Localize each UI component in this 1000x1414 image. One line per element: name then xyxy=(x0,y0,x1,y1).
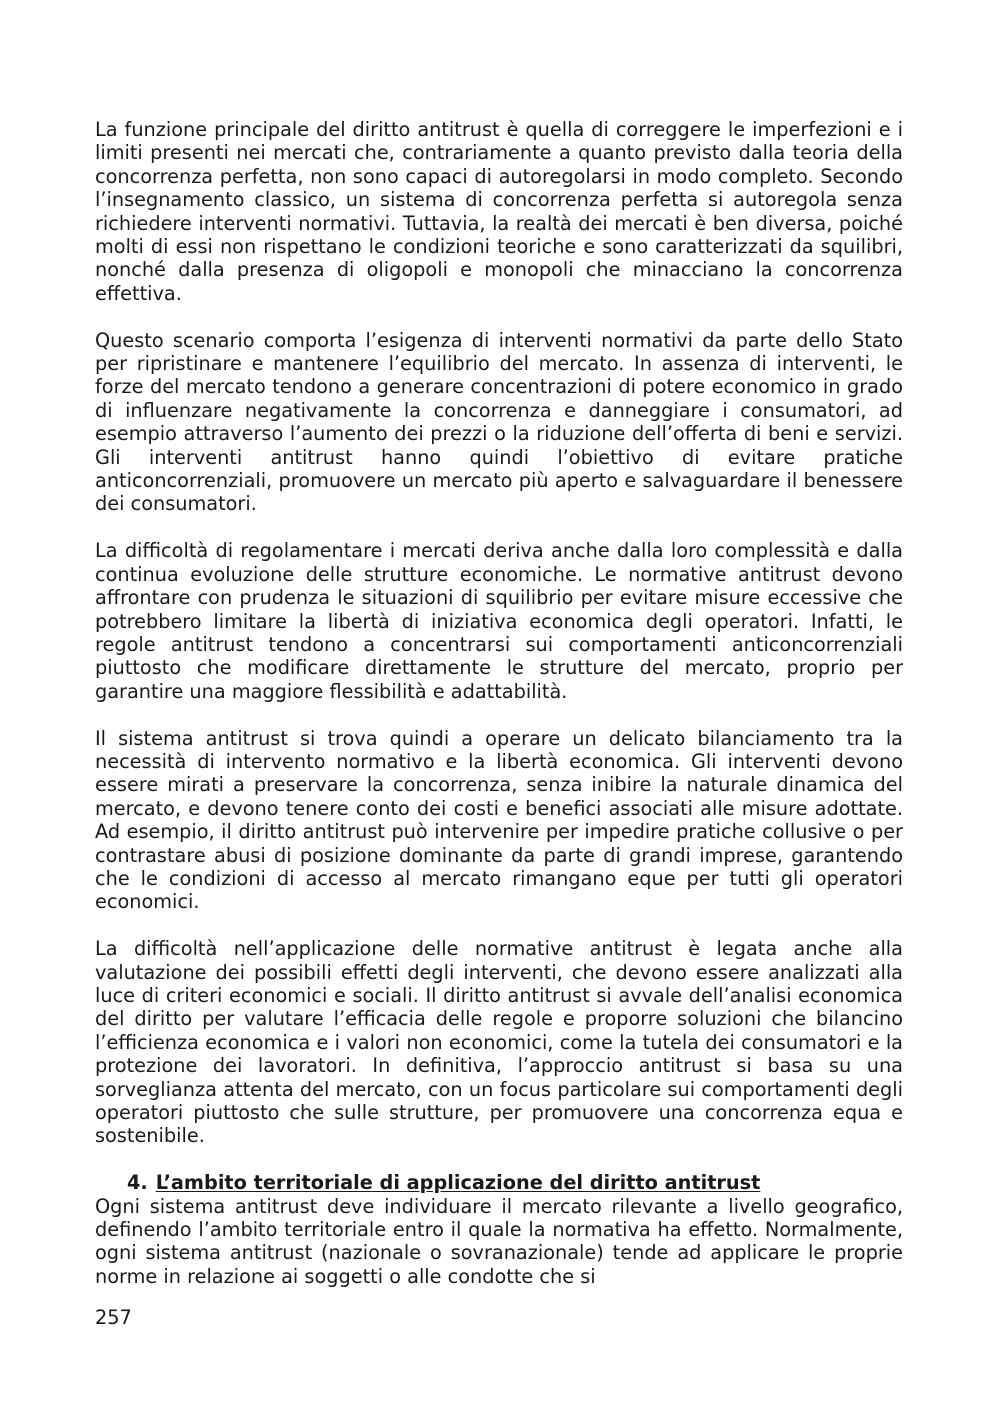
paragraph-1: La funzione principale del diritto antitrust è quella di correggere le imperfezioni e i limiti presenti nei mercati che, contrariamente a quanto previsto dalla teoria della concorrenza perfetta, non sono capaci di autoregolarsi in modo completo. Secondo l’insegnamento classico, un sistema di concorrenza perfetta si autoregola senza richiedere interventi normativi. Tuttavia, la realtà dei mercati è ben diversa, poiché molti di essi non rispettano le condizioni teoriche e sono caratterizzati da squilibri, nonché dalla presenza di oligopoli e monopoli che minacciano la concorrenza effettiva. xyxy=(95,118,903,305)
paragraph-2: Questo scenario comporta l’esigenza di interventi normativi da parte dello Stato per ripristinare e mantenere l’equilibrio del mercato. In assenza di interventi, le forze del mercato tendono a generare concentrazioni di potere economico in grado di influenzare negativamente la concorrenza e danneggiare i consumatori, ad esempio attraverso l’aumento dei prezzi o la riduzione dell’offerta di beni e servizi. Gli interventi antitrust hanno quindi l’obiettivo di evitare pratiche anticoncorrenziali, promuovere un mercato più aperto e salvaguardare il benessere dei consumatori. xyxy=(95,328,903,516)
paragraph-5: La difficoltà nell’applicazione delle normative antitrust è legata anche alla valutazione dei possibili effetti degli interventi, che devono essere analizzati alla luce di criteri economici e sociali. Il diritto antitrust si avvale dell’analisi economica del diritto per valutare l’efficacia delle regole e proporre soluzioni che bilancino l’efficienza economica e i valori non economici, come la tutela dei consumatori e la protezione dei lavoratori. In definitiva, l’approccio antitrust si basa su una sorveglianza attenta del mercato, con un focus particolare sui comportamenti degli operatori piuttosto che sulle strutture, per promuovere una concorrenza equa e sostenibile. xyxy=(95,937,903,1148)
section-heading xyxy=(95,1171,903,1194)
paragraph-3: La difficoltà di regolamentare i mercati deriva anche dalla loro complessità e dalla continua evoluzione delle strutture economiche. Le normative antitrust devono affrontare con prudenza le situazioni di squilibrio per evitare misure eccessive che potrebbero limitare la libertà di iniziativa economica degli operatori. Infatti, le regole antitrust tendono a concentrarsi sui comportamenti anticoncorrenziali piuttosto che modificare direttamente le strutture del mercato, proprio per garantire una maggiore flessibilità e adattabilità. xyxy=(95,539,903,703)
section-number: 4. xyxy=(127,1171,148,1195)
paragraph-4: Il sistema antitrust si trova quindi a operare un delicato bilanciamento tra la necessità di intervento normativo e la libertà economica. Gli interventi devono essere mirati a preservare la concorrenza, senza inibire la naturale dinamica del mercato, e devono tenere conto dei costi e benefici associati alle misure adottate. Ad esempio, il diritto antitrust può intervenire per impedire pratiche collusive o per contrastare abusi di posizione dominante da parte di grandi imprese, garantendo che le condizioni di accesso al mercato rimangano eque per tutti gli operatori economici. xyxy=(95,726,903,914)
section-title: L’ambito territoriale di applicazione del diritto antitrust xyxy=(155,1171,761,1195)
section-paragraph: Ogni sistema antitrust deve individuare il mercato rilevante a livello geografico, definendo l’ambito territoriale entro il quale la normativa ha effetto. Normalmente, ogni sistema antitrust (nazionale o sovranazionale) tende ad applicare le proprie norme in relazione ai soggetti o alle condotte che si xyxy=(95,1194,903,1288)
page-body xyxy=(95,118,903,1288)
page-number: 257 xyxy=(95,1306,132,1329)
